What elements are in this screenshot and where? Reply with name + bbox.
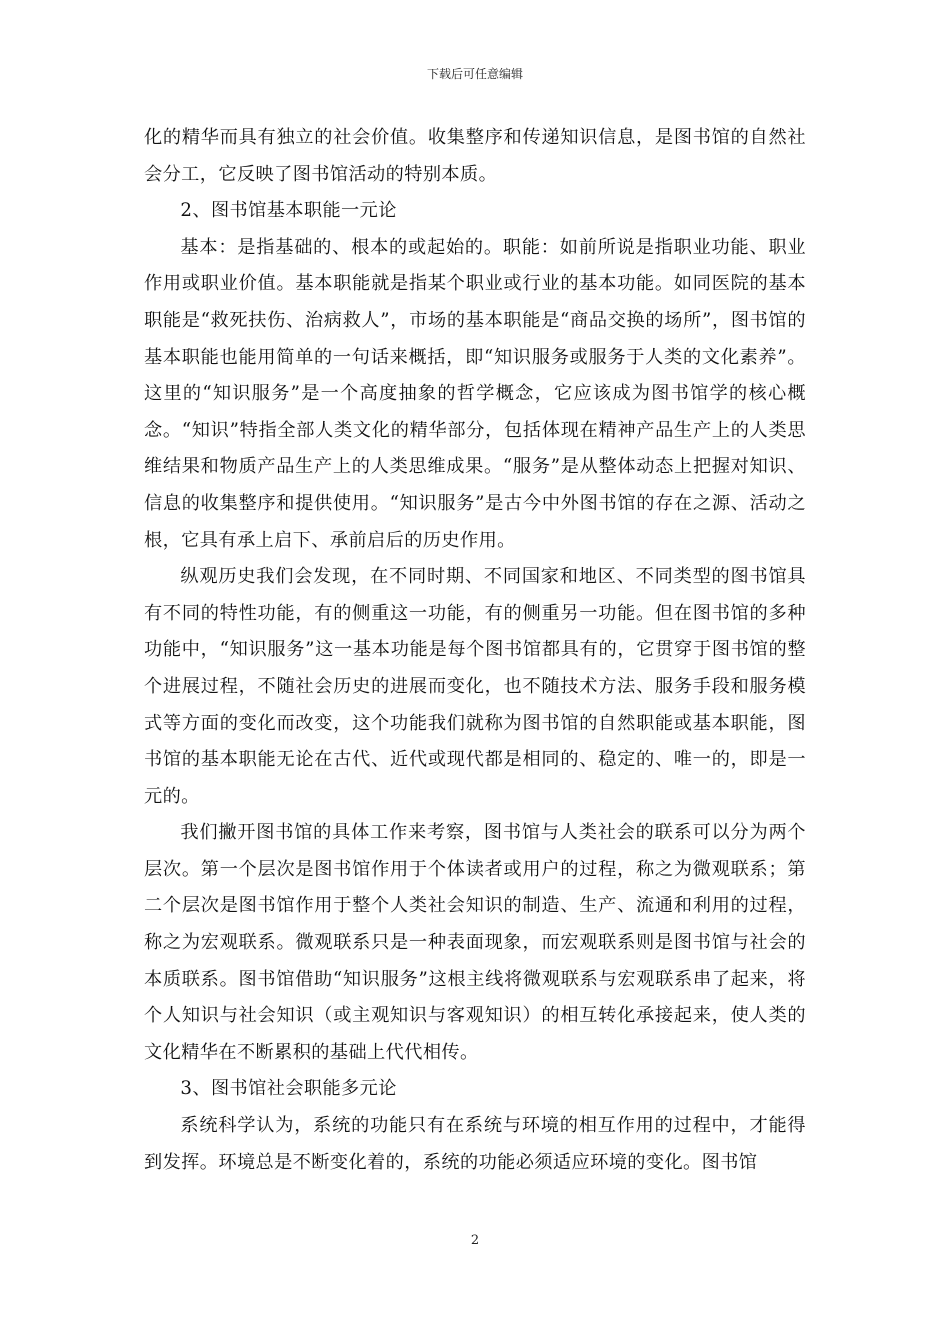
page-header: 下载后可任意编辑: [426, 67, 523, 81]
section-heading-3: 3、图书馆社会职能多元论: [180, 1078, 397, 1100]
paragraph: 我们撇开图书馆的具体工作来考察，图书馆与人类社会的联系可以分为两个层次。第一个层次是图书馆作用于个体读者或用户的过程，称之为微观联系；第二个层次是图书馆作用于整个人类社会知识的制造、生产、流通和利用的过程，称之为宏观联系。微观联系只是一种表面现象，而宏观联系则是图书馆与社会的本质联系。图书馆借助“知识服务”这根主线将微观联系与宏观联系串了起来，将个人知识与社会知识（或主观知识与客观知识）的相互转化承接起来，使人类的文化精华在不断累积的基础上代代相传。: [144, 822, 806, 1063]
section-heading-2: 2、图书馆基本职能一元论: [180, 200, 397, 222]
paragraph: 纵观历史我们会发现，在不同时期、不同国家和地区、不同类型的图书馆具有不同的特性功能，有的侧重这一功能，有的侧重另一功能。但在图书馆的多种功能中，“知识服务”这一基本功能是每个图书馆都具有的，它贯穿于图书馆的整个进展过程，不随社会历史的进展而变化，也不随技术方法、服务手段和服务模式等方面的变化而改变，这个功能我们就称为图书馆的自然职能或基本职能，图书馆的基本职能无论在古代、近代或现代都是相同的、稳定的、唯一的，即是一元的。: [144, 566, 806, 807]
paragraph-continued: 化的精华而具有独立的社会价值。收集整序和传递知识信息，是图书馆的自然社会分工，它反映了图书馆活动的特别本质。: [144, 127, 806, 185]
page-number: 2: [470, 1233, 480, 1248]
paragraph: 系统科学认为，系统的功能只有在系统与环境的相互作用的过程中，才能得到发挥。环境总是不断变化着的，系统的功能必须适应环境的变化。图书馆: [144, 1115, 806, 1173]
paragraph: 基本：是指基础的、根本的或起始的。职能：如前所说是指职业功能、职业作用或职业价值。基本职能就是指某个职业或行业的基本功能。如同医院的基本职能是“救死扶伤、治病救人”，市场的基本职能是“商品交换的场所”，图书馆的基本职能也能用简单的一句话来概括，即“知识服务或服务于人类的文化素养”。这里的“知识服务”是一个高度抽象的哲学概念，它应该成为图书馆学的核心概念。“知识”特指全部人类文化的精华部分，包括体现在精神产品生产上的人类思维结果和物质产品生产上的人类思维成果。“服务”是从整体动态上把握对知识、信息的收集整序和提供使用。“知识服务”是古今中外图书馆的存在之源、活动之根，它具有承上启下、承前启后的历史作用。: [144, 236, 806, 551]
document-body: [144, 120, 806, 1181]
